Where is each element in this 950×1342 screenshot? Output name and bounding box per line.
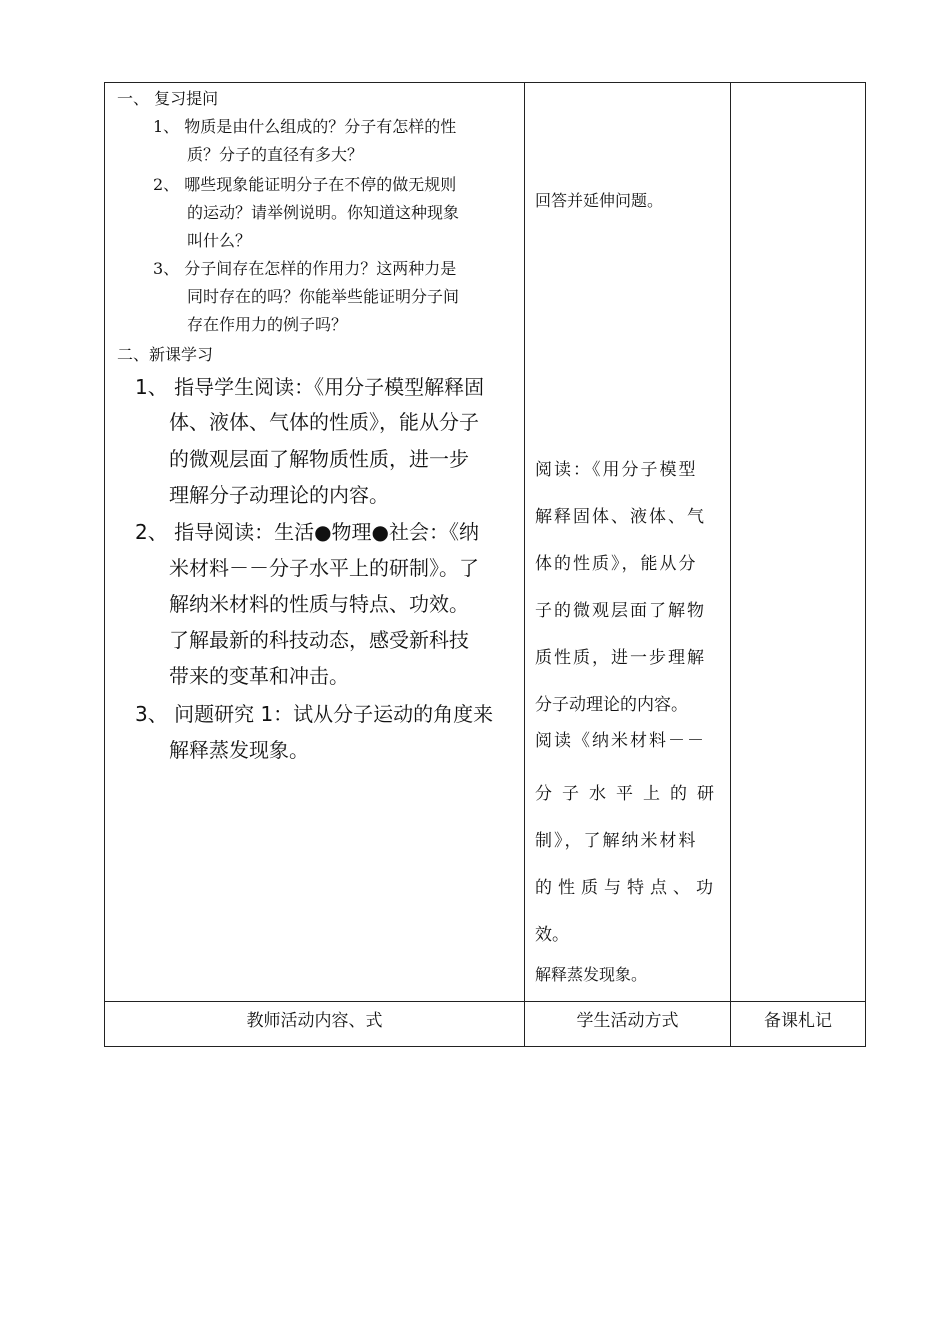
column-divider	[730, 83, 731, 1046]
footer-student-activity: 学生活动方式	[576, 1011, 679, 1031]
review-q1-line1: 1、 物质是由什么组成的？分子有怎样的性	[153, 117, 457, 136]
footer-notes: 备课札记	[764, 1011, 832, 1031]
lesson-item3-line1: 3、 问题研究 1：试从分子运动的角度来	[135, 702, 494, 726]
student-answer: 回答并延伸问题。	[535, 191, 664, 210]
lesson-item2-line1: 2、 指导阅读：生活●物理●社会：《纳	[135, 520, 479, 544]
review-q1-line2: 质？分子的直径有多大？	[187, 145, 364, 164]
student-read2-line5: 效。	[535, 925, 569, 945]
lesson-item1-line1: 1、 指导学生阅读：《用分子模型解释固	[135, 375, 485, 399]
review-q2-line2: 的运动？请举例说明。你知道这种现象	[187, 203, 460, 222]
lesson-item1-line2: 体、液体、气体的性质》，能从分子	[169, 410, 479, 434]
student-read1-line3: 体的性质》，能从分	[535, 554, 698, 574]
student-read1-line1: 阅读：《用分子模型	[535, 460, 698, 480]
student-evaporation: 解释蒸发现象。	[535, 965, 648, 984]
column-divider	[524, 83, 525, 1046]
student-read1-line2: 解释固体、液体、气	[535, 507, 706, 527]
review-q2-line1: 2、 哪些现象能证明分子在不停的做无规则	[153, 175, 457, 194]
review-heading: 一、 复习提问	[117, 89, 219, 108]
lesson-table	[104, 82, 866, 1047]
student-read1-line5: 质性质，进一步理解	[535, 648, 706, 668]
footer-teacher-activity: 教师活动内容、式	[246, 1011, 383, 1031]
lesson-item1-line3: 的微观层面了解物质性质，进一步	[169, 447, 469, 471]
student-read2-line2: 分子水平上的研	[535, 784, 724, 804]
lesson-item2-line3: 解纳米材料的性质与特点、功效。	[169, 592, 469, 616]
lesson-item2-line2: 米材料－－分子水平上的研制》。了	[169, 556, 479, 580]
student-read2-line1: 阅读《纳米材料－－	[535, 731, 706, 751]
student-read1-line6: 分子动理论的内容。	[535, 695, 688, 715]
lesson-item2-line4: 了解最新的科技动态，感受新科技	[169, 628, 469, 652]
review-q2-line3: 叫什么？	[187, 231, 252, 250]
student-read1-line4: 子的微观层面了解物	[535, 601, 706, 621]
row-divider	[105, 1001, 865, 1002]
student-read2-line4: 的性质与特点、功	[535, 878, 719, 898]
review-q3-line1: 3、 分子间存在怎样的作用力？这两种力是	[153, 259, 457, 278]
lesson-item3-line2: 解释蒸发现象。	[169, 738, 309, 762]
review-q3-line2: 同时存在的吗？你能举些能证明分子间	[187, 287, 460, 306]
lesson-item1-line4: 理解分子动理论的内容。	[169, 483, 389, 507]
student-read2-line3: 制》，了解纳米材料	[535, 831, 698, 851]
new-lesson-heading: 二、新课学习	[117, 345, 214, 364]
lesson-item2-line5: 带来的变革和冲击。	[169, 664, 349, 688]
review-q3-line3: 存在作用力的例子吗？	[187, 315, 348, 334]
